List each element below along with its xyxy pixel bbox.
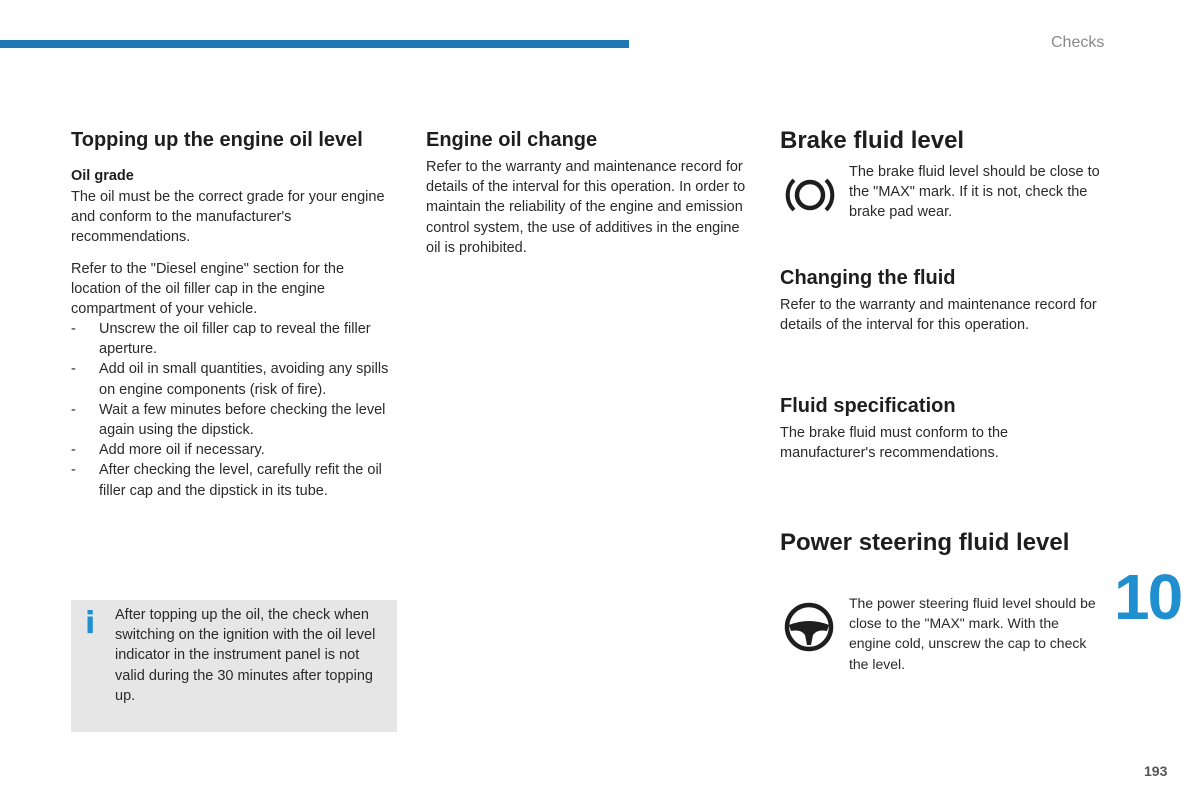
brake-warning-icon <box>784 174 836 216</box>
step-text: Wait a few minutes before checking the level again using the dipstick. <box>99 401 386 439</box>
fluid-spec-text: The brake fluid must conform to the manufacturer's recommendations. <box>780 425 1009 462</box>
header-accent-bar <box>0 40 629 48</box>
changing-fluid-text: Refer to the warranty and maintenance record for details of the interval for this operation. <box>780 297 1097 334</box>
changing-fluid-title: Changing the fluid <box>780 267 956 289</box>
list-bullet: - <box>71 462 76 479</box>
list-item <box>71 440 395 460</box>
fluid-spec-title: Fluid specification <box>780 395 956 417</box>
step-text: Add more oil if necessary. <box>99 442 265 459</box>
power-steering-text: The power steering fluid level should be close to the "MAX" mark. With the engine cold, unscrew the cap to check the level. <box>849 595 1096 672</box>
topping-up-title: Topping up the engine oil level <box>71 129 363 151</box>
info-text: After topping up the oil, the check when switching on the ignition with the oil level indicator in the instrument panel is not valid during the 30 minutes after topping up. <box>115 607 376 704</box>
brake-fluid-title: Brake fluid level <box>780 127 965 154</box>
list-item <box>71 460 395 500</box>
page-number: 193 <box>1144 763 1168 779</box>
steering-wheel-icon <box>783 601 835 653</box>
list-bullet: - <box>71 442 76 459</box>
section-label: Checks <box>1051 34 1105 51</box>
power-steering-title: Power steering fluid level <box>780 529 1070 556</box>
step-text: Unscrew the oil filler cap to reveal the filler aperture. <box>99 321 371 358</box>
info-box <box>71 600 397 732</box>
oil-grade-heading: Oil grade <box>71 168 134 184</box>
oil-grade-text: The oil must be the correct grade for your engine and conform to the manufacturer's recommendations. <box>71 189 385 246</box>
oil-filler-intro: Refer to the "Diesel engine" section for the location of the oil filler cap in the engine compartment of your vehicle. <box>71 261 345 318</box>
list-item <box>71 400 395 440</box>
list-bullet: - <box>71 401 76 418</box>
step-text: After checking the level, carefully refit the oil filler cap and the dipstick in its tube. <box>99 462 382 499</box>
step-text: Add oil in small quantities, avoiding any spills on engine components (risk of fire). <box>99 361 389 398</box>
info-icon: i <box>85 606 96 641</box>
list-bullet: - <box>71 321 76 337</box>
chapter-number: 10 <box>1114 561 1182 633</box>
engine-oil-change-title: Engine oil change <box>426 129 598 151</box>
list-item <box>71 319 395 359</box>
topping-up-steps <box>71 319 395 501</box>
engine-oil-change-text: Refer to the warranty and maintenance record for details of the interval for this operation. In order to maintain the reliability of the engine and emission control system, the use of additives in the engine oil is prohibited. <box>426 159 746 256</box>
list-bullet: - <box>71 361 76 378</box>
list-item <box>71 359 395 399</box>
brake-fluid-text: The brake fluid level should be close to the "MAX" mark. If it is not, check the brake pad wear. <box>849 164 1100 221</box>
